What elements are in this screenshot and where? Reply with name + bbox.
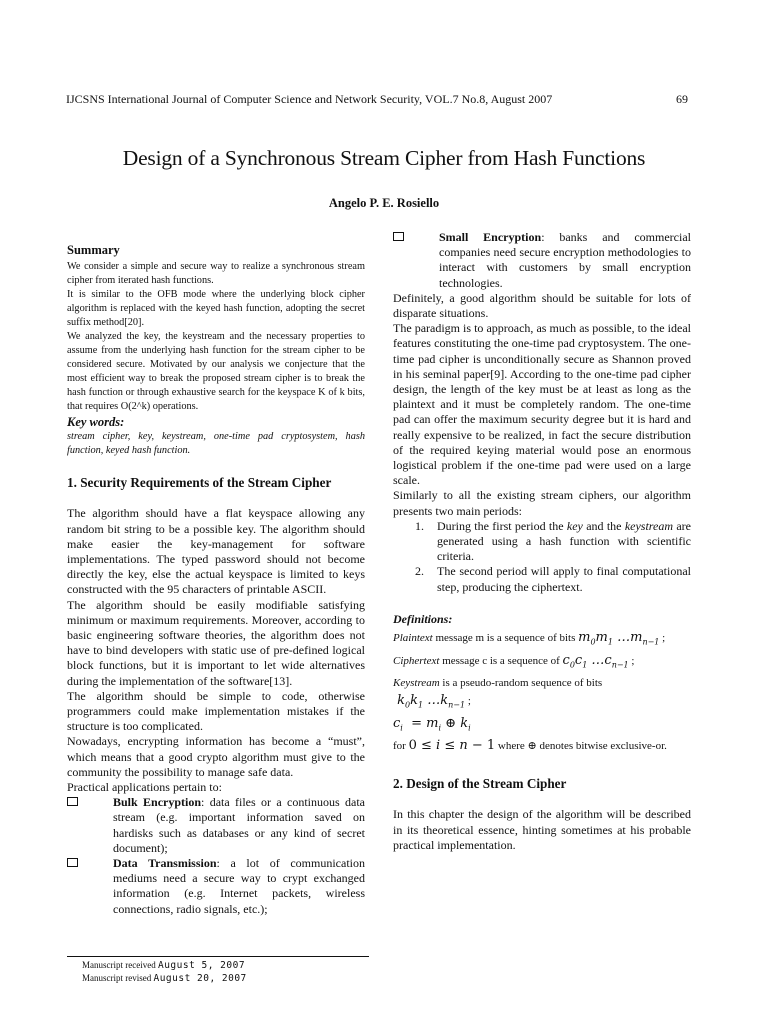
footnote-revised: Manuscript revised August 20, 2007 [82,973,247,984]
left-column [67,243,365,917]
summary-heading: Summary [67,243,120,257]
page-number: 69 [676,92,688,106]
bullet-text: : data files or a continuous data stream (e.g. important information saved on hardisks such as databases or any kind of secret document); [113,795,365,855]
bullet-term: Data Transmission [113,856,217,871]
encryption-formula-line [393,717,691,736]
bullet-small-encryption [393,230,691,291]
running-head [66,92,688,107]
footnote-divider [67,956,369,957]
section-1-paragraph-8: Similarly to all the existing stream ciphers, our algorithm presents two main periods: [393,488,691,518]
keystream-formula-line: $k_0k_1$ $\dots k_{n-1}$ ; [393,693,471,710]
section-1-paragraph-2: The algorithm should be easily modifiable satisfying minimum or maximum requirements. Moreover, according to basic engineering software theories, the algorithm does not have to bind developers with static use of pre-defined logical block functions, but it is important to let wide alternatives during the implementation of the software[13]. [67,597,365,688]
checkbox-square-icon [67,797,78,806]
section-2-heading: 2. Design of the Stream Cipher [393,776,567,792]
section-1-paragraph-1: The algorithm should have a flat keyspace allowing any random bit string to be a possible key. The algorithm should make easier the key-management for software implementations. The typed password should not become directly the key, else the actual keyspace is limited to keys constructed with the 95 characters of printable ASCII. [67,506,365,597]
summary-paragraph-2: It is similar to the OFB mode where the underlying block cipher algorithm is replaced with the keyed hash function, adopting the secret suffix method[20]. [67,289,365,329]
plaintext-formula: $m_0m_1$ $\dots m_{n-1}$ [578,630,660,647]
period-item-2: 2. The second period will apply to final computational step, producing the ciphertext. [415,564,691,594]
summary-paragraph-3: We analyzed the key, the keystream and the necessary properties to assume from the underlying hash function for the stream cipher to be considered secure. Motivated by our analysis we conjecture that the most efficient way to break the proposed stream cipher is to break the hash function or through exhaustive search for the keyspace K of k bits, that requires O(2^k) operations. [67,331,365,413]
checkbox-square-icon [393,232,404,241]
journal-name: IJCSNS International Journal of Computer Science and Network Security, VOL.7 No.8, August 2007 [66,92,553,106]
paper-title: Design of a Synchronous Stream Cipher from Hash Functions [122,146,646,170]
definition-plaintext: Plaintext message m is a sequence of bits $m_0m_1$ $\dots m_{n-1}$ ; [393,630,666,647]
ciphertext-formula: $c_0c_1$ $\dots c_{n-1}$ [562,652,629,670]
definition-ciphertext: Ciphertext message c is a sequence of $c_0c_1$ $\dots c_{n-1}$ ; [393,652,635,670]
section-1-paragraph-6: Definitely, a good algorithm should be suitable for lots of disparate situations. [393,290,691,321]
checkbox-square-icon [67,858,78,867]
section-1-paragraph-4: Nowadays, encrypting information has become a “must”, which means that a good crypto algorithm must give to the community the possibility to manage safe data. [67,734,365,779]
keywords-text: stream cipher, key, keystream, one-time pad cryptosystem, hash function, keyed hash function. [67,431,365,457]
period-item-1: 1. During the first period the key and the keystream are generated using a hash function with scientific criteria. [415,518,691,564]
footnote-received: Manuscript received August 5, 2007 [82,960,246,971]
section-1-heading: 1. Security Requirements of the Stream Cipher [67,475,332,491]
section-1-paragraph-3: The algorithm should be simple to code, otherwise programmers could make implementation mistakes if the structure is too complicated. [67,688,365,734]
bullet-text: : a lot of communication mediums need a secure way to crypt exchanged information (e.g. Internet packets, wireless connections, radio signals, etc.); [113,856,365,916]
encryption-formula: $c_i = m_i$ ⊕ $k_i$ [393,715,471,733]
section-1-paragraph-7: The paradigm is to approach, as much as possible, to the ideal features constituting the one-time pad cryptosystem. The one-time pad cipher is unconditionally secure as Shannon proved in his seminal paper[9]. According to the one-time pad cipher design, the length of the key must be at least as long as the plaintext and it must be completely random. The one-time pad can offer the maximum security degree but it is hard and really expensive to be realized, in fact the secure distribution of the required keying material would pose an enormous logistical problem if the one-time pad were used on a large scale. [393,321,691,488]
section-2-paragraph-1: In this chapter the design of the algorithm will be described in its theoretical essence, hinting sometimes at his probable practical implementation. [393,807,691,852]
index-range-line: for 0 ≤ i ≤ n − 1 where ⊕ denotes bitwise exclusive-or. [393,738,667,754]
bullet-term: Bulk Encryption [113,795,202,810]
definitions-heading: Definitions: [393,611,453,626]
definition-keystream: Keystream is a pseudo-random sequence of bits [393,677,603,690]
index-range-formula: 0 ≤ i ≤ n − 1 [408,738,496,754]
bullet-term: Small Encryption [439,230,542,244]
author-name: Angelo P. E. Rosiello [328,196,440,210]
right-column [393,230,691,853]
keystream-formula: $k_0k_1$ $\dots k_{n-1}$ [393,693,466,710]
section-1-paragraph-5: Practical applications pertain to: [67,780,222,795]
bullet-data-transmission [67,856,365,917]
bullet-bulk-encryption [67,795,365,856]
keywords-heading: Key words: [67,415,125,430]
summary-paragraph-1: We consider a simple and secure way to realize a synchronous stream cipher from iterated hash functions. [67,261,365,287]
bullet-text: : banks and commercial companies need secure encryption methodologies to interact with customers by small encryption technologies. [439,230,691,290]
